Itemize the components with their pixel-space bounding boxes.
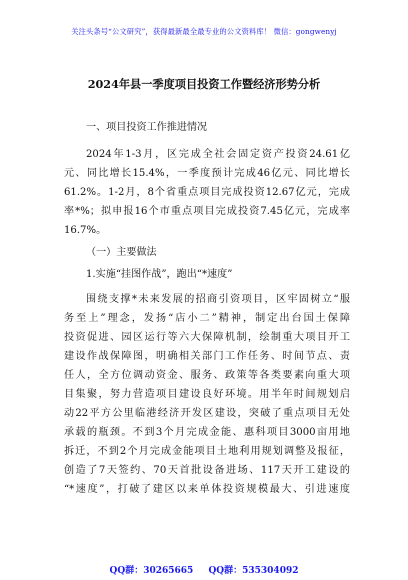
paragraph-line: 动22平方公里临港经济开发区建设，突破了重点项目无处 — [64, 408, 350, 419]
subheading: （一）主要做法 — [86, 247, 157, 258]
paragraph-line: 元、同比增长15.4%，一季度预计完成46亿元、同比增长 — [64, 168, 350, 179]
paragraph-line: 任人，全方位调动资金、服务、政策等各类要素向重大项 — [64, 370, 350, 381]
paragraph-line: 创造了7天签约、70天首批设备进场、117天开工建设的 — [64, 465, 350, 476]
paragraph-line: 率*%；拟申报16个市重点项目完成投资7.45亿元，完成率 — [64, 206, 350, 217]
document-title: 2024年县一季度项目投资工作暨经济形势分析 — [87, 77, 321, 91]
paragraph-line: 围绕支撑*未来发展的招商引资项目，区牢固树立“服 — [86, 294, 350, 305]
paragraph-line: 务至上”理念，发扬“店小二”精神，制定出台国土保障 — [64, 313, 350, 324]
footer-qq-groups — [0, 563, 408, 576]
paragraph-line: “*速度”，打破了建区以来单体投资规模最大、引进速度 — [64, 484, 350, 495]
item-heading: 1.实施“挂图作战”，跑出“*速度” — [86, 269, 233, 280]
paragraph-line: 建设作战保障图，明确相关部门工作任务、时间节点、责 — [64, 351, 350, 362]
paragraph-line: 投资促进、园区运行等六大保障机制，绘制重大项目开工 — [64, 332, 350, 343]
paragraph-line: 2024年1-3月，区完成全社会固定资产投资24.61亿 — [86, 149, 350, 160]
section-heading: 一、项目投资工作推进情况 — [86, 122, 208, 133]
paragraph-line: 16.7%。 — [64, 225, 107, 236]
qq-group-1: QQ群：30265665 — [109, 566, 194, 576]
header-note: 关注头条号“公文研究”，获得最新最全最专业的公文资料库！ 微信：gongwenyj — [71, 27, 337, 36]
paragraph-line: 目集聚，努力营造项目建设良好环境。用半年时间规划启 — [64, 389, 350, 400]
paragraph-line: 61.2%。1-2月，8个省重点项目完成投资12.67亿元，完成 — [64, 187, 350, 198]
paragraph-line: 拆迁，不到2个月完成金能项目土地利用规划调整及报征， — [64, 446, 350, 457]
paragraph-line: 承载的瓶颈。不到3个月完成金能、惠科项目3000亩用地 — [64, 427, 350, 438]
qq-group-2: QQ群：535304092 — [208, 566, 299, 576]
